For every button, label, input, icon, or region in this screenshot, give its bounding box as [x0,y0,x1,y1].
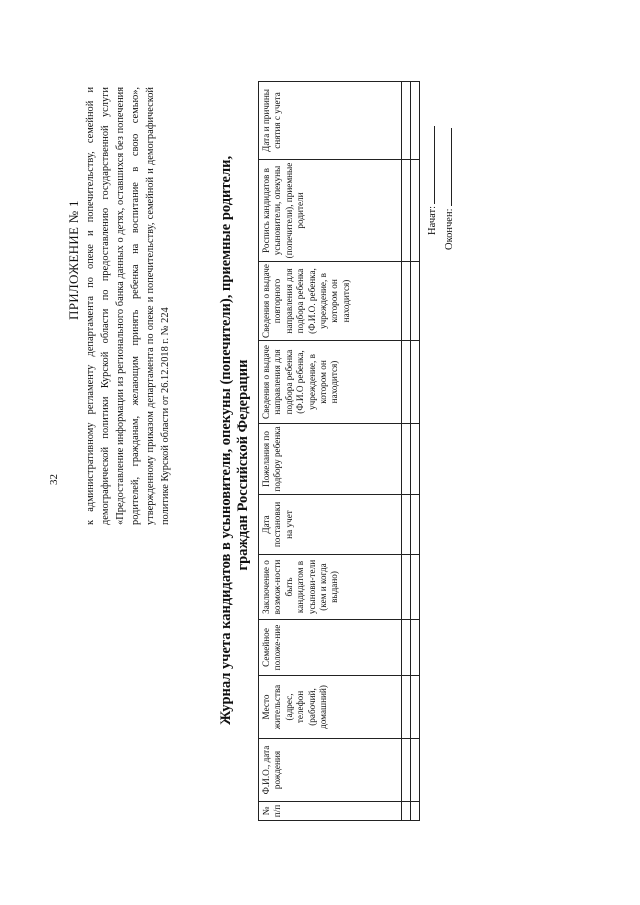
finished-field [442,129,455,251]
finished-label: Окончен: [444,208,455,250]
journal-table [258,81,420,821]
header-cell-marital-status: Семейное положе-ние [259,620,402,676]
table-header-row [259,82,402,821]
header-cell-name: Ф.И.О., дата рождения [259,739,402,802]
header-cell-wishes: Пожелания по подбору ребенка [259,424,402,495]
started-line [425,126,435,204]
regulation-reference-text: к административному регламенту департамента по опеке и попечительству, семейной и демографической политики Курской области по предоставлению государственной услуги «Предоставление информации из регионального банка данных о детях, оставшихся без попечения родителей, гражданам, желающим принять ребенка на воспитание в свою семью», утвержденному приказом департамента по опеке и попечительству, семейной и демографической политике Курской области от 26.12.2018 г. № 224 [85,87,172,525]
finished-line [442,129,452,207]
table-row [402,82,411,821]
journal-title-line-2: граждан Российской Федерации [235,359,251,571]
header-cell-address: Место жительства (адрес, телефон (рабочий, домашний) [259,676,402,739]
table-row [411,82,420,821]
header-cell-repeat-referral: Сведения о выдаче повторного направления для подбора ребенка (Ф.И.О. ребенка, учреждение, в котором он находится) [259,262,402,341]
started-field [425,126,438,235]
regulation-reference [83,87,174,525]
journal-title [218,155,252,725]
header-cell-removal: Дата и причины снятия с учета [259,82,402,160]
appendix-title: ПРИЛОЖЕНИЕ № 1 [66,200,81,320]
started-label: Начат: [427,206,438,235]
header-cell-referral: Сведения о выдаче направления для подбора ребенка (Ф.И.О ребенка, учреждение, в котором он находится) [259,341,402,424]
page-number: 32 [48,474,60,485]
journal-title-line-1: Журнал учета кандидатов в усыновители, опекуны (попечители), приемные родители, [218,155,234,725]
header-cell-registration-date: Дата постановки на учет [259,495,402,555]
header-cell-number: № п/п [259,802,402,821]
header-cell-conclusion: Заключение о возмож-ности быть кандидатом в усынови-тели (кем и когда выдано) [259,555,402,620]
header-cell-signature: Роспись кандидатов в усыновители, опекуны (попечители), приемные родители [259,160,402,262]
